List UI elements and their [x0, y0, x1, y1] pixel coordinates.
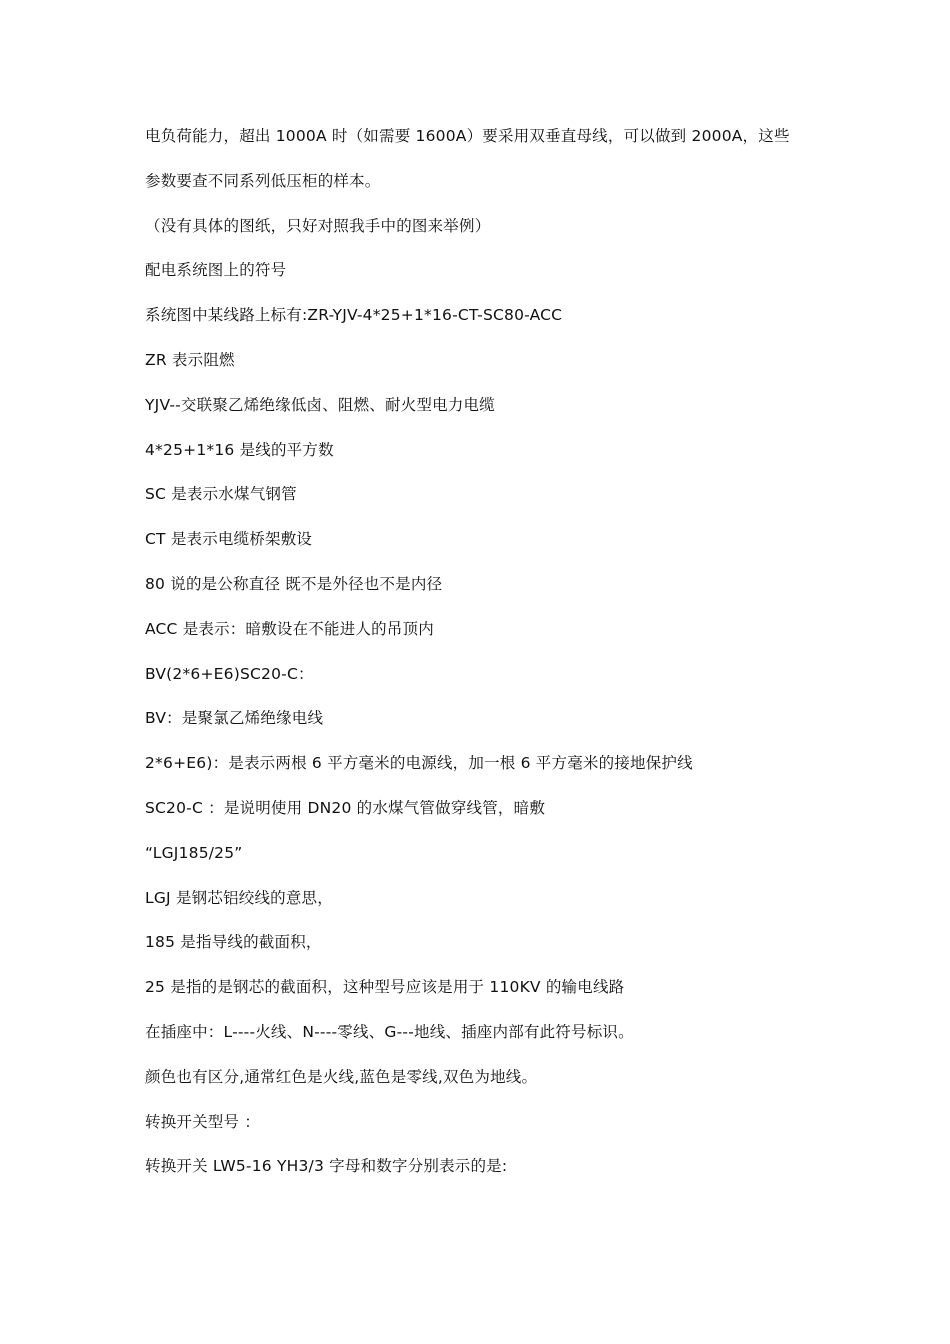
text-line: 转换开关型号 ： [145, 1112, 261, 1131]
text-line: BV：是聚氯乙烯绝缘电线 [145, 709, 324, 728]
text-line: LGJ 是钢芯铝绞线的意思， [145, 888, 333, 907]
text-line: SC20-C ：是说明使用 DN20 的水煤气管做穿线管，暗敷 [145, 798, 546, 817]
text-line: SC 是表示水煤气钢管 [145, 485, 297, 504]
text-line: 80 说的是公称直径 既不是外径也不是内径 [145, 574, 443, 593]
text-line: “LGJ185/25” [145, 843, 243, 862]
section-heading: 配电系统图上的符号 [145, 261, 287, 280]
document-body [145, 120, 845, 1195]
text-line: 185 是指导线的截面积， [145, 933, 322, 952]
text-line: CT 是表示电缆桥架敷设 [145, 530, 313, 549]
text-line: 系统图中某线路上标有:ZR-YJV-4*25+1*16-CT-SC80-ACC [145, 306, 563, 325]
text-line: 4*25+1*16 是线的平方数 [145, 440, 334, 459]
text-line: BV(2*6+E6)SC20-C： [145, 664, 314, 683]
text-line: YJV--交联聚乙烯绝缘低卤、阻燃、耐火型电力电缆 [145, 395, 495, 414]
text-line: 颜色也有区分,通常红色是火线,蓝色是零线,双色为地线。 [145, 1067, 538, 1086]
text-line: 转换开关 LW5-16 YH3/3 字母和数字分别表示的是: [145, 1157, 508, 1176]
text-line: 在插座中：L----火线、N----零线、G---地线、插座内部有此符号标识。 [145, 1022, 634, 1041]
text-line: 参数要查不同系列低压柜的样本。 [145, 171, 381, 190]
text-line: ACC 是表示：暗敷设在不能进人的吊顶内 [145, 619, 434, 638]
text-line: 2*6+E6)：是表示两根 6 平方毫米的电源线，加一根 6 平方毫米的接地保护线 [145, 754, 693, 773]
text-line: 25 是指的是钢芯的截面积，这种型号应该是用于 110KV 的输电线路 [145, 978, 625, 997]
text-line: ZR 表示阻燃 [145, 350, 235, 369]
text-line: （没有具体的图纸，只好对照我手中的图来举例） [145, 216, 491, 235]
text-line: 电负荷能力，超出 1000A 时（如需要 1600A）要采用双垂直母线，可以做到 2000A，这些 [145, 127, 790, 145]
